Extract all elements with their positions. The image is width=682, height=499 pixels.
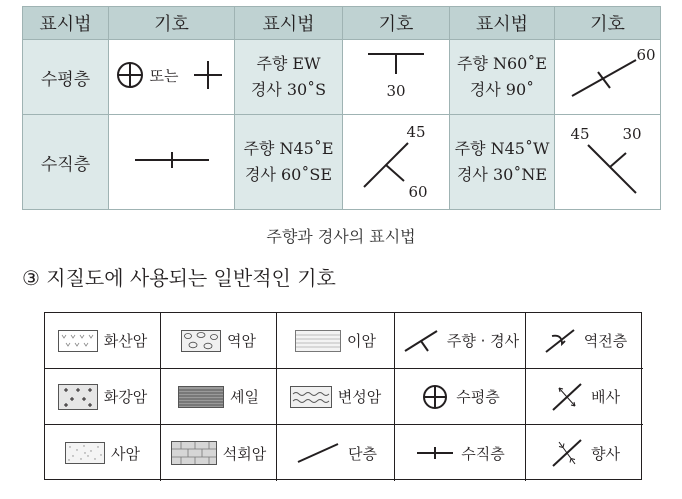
header-method-1: 표시법 [23, 7, 109, 40]
method-ew-30s [235, 40, 343, 115]
strike-value-label: 45 [569, 125, 590, 143]
section-heading: ③ 지질도에 사용되는 일반적인 기호 [22, 266, 336, 290]
strike-dip-symbol-n45e [346, 117, 446, 203]
strike-value-label: 45 [406, 123, 426, 141]
legend-label: 역암 [227, 332, 256, 350]
legend-label: 이암 [347, 332, 376, 350]
legend-item-strike-dip [395, 313, 526, 369]
legend-label: 향사 [591, 444, 620, 463]
legend-label: 석회암 [222, 444, 267, 463]
dip-value-label: 60 [408, 183, 428, 201]
legend-label: 화산암 [103, 332, 148, 350]
circle-cross-icon [118, 63, 142, 87]
method-n45w-30ne [450, 115, 555, 210]
strike-dip-icon [401, 327, 441, 355]
table-row [23, 115, 661, 210]
legend-item-horizontal-layer [395, 369, 526, 425]
header-symbol-2: 기호 [343, 7, 450, 40]
shale-pattern-icon [178, 386, 224, 408]
conglomerate-pattern-icon [181, 330, 221, 352]
volcanic-rock-pattern-icon [58, 330, 98, 352]
legend-item-fault [277, 425, 395, 481]
vertical-symbol-cell [109, 115, 235, 210]
limestone-pattern-icon [171, 441, 217, 465]
dip-value-label: 30 [621, 125, 642, 143]
dip-value-label: 30 [386, 82, 406, 100]
legend-label: 셰일 [230, 388, 259, 406]
legend-item-conglomerate [161, 313, 277, 369]
symbol-n45w-30ne-cell [555, 115, 661, 210]
symbol-n45e-60se-cell [343, 115, 450, 210]
legend-item-sandstone [45, 425, 161, 481]
legend-label: 주향 · 경사 [446, 332, 520, 350]
header-method-2: 표시법 [235, 7, 343, 40]
legend-item-volcanic [45, 313, 161, 369]
strike-dip-symbol-n45w [558, 117, 658, 203]
strike-text: 주향 EW [256, 54, 321, 73]
legend-item-shale [161, 369, 277, 425]
legend-label: 단층 [348, 444, 377, 463]
legend-label: 화강암 [103, 388, 148, 406]
overturned-bed-icon [542, 326, 578, 356]
header-symbol-3: 기호 [555, 7, 661, 40]
vertical-layer-icon [415, 443, 455, 463]
legend-item-metamorphic [277, 369, 395, 425]
strike-dip-symbol-ew [346, 42, 446, 108]
table-header-row [23, 7, 661, 40]
legend-item-syncline [526, 425, 643, 481]
legend-item-anticline [526, 369, 643, 425]
horizontal-layer-symbols [110, 55, 234, 95]
row-label-vertical: 수직층 [23, 115, 109, 210]
dip-text: 경사 30˚NE [456, 165, 548, 184]
table-row [23, 40, 661, 115]
syncline-icon [549, 436, 585, 470]
horizontal-symbols-cell [109, 40, 235, 115]
circle-cross-icon [420, 382, 450, 412]
legend-item-limestone [161, 425, 277, 481]
row-label-horizontal: 수평층 [23, 40, 109, 115]
method-n45e-60se [235, 115, 343, 210]
plus-icon [194, 61, 222, 89]
legend-item-vertical-layer [395, 425, 526, 481]
header-method-3: 표시법 [450, 7, 555, 40]
legend-label: 역전층 [583, 332, 628, 350]
legend-label: 수평층 [456, 388, 500, 406]
strike-text: 주향 N60˚E [456, 54, 548, 73]
fault-line-icon [294, 440, 342, 466]
or-text: 또는 [149, 67, 178, 85]
vertical-layer-symbol [127, 145, 217, 175]
legend-label: 수직층 [461, 444, 505, 463]
legend-label: 변성암 [337, 388, 382, 406]
legend-label: 사암 [111, 444, 140, 463]
method-n60e-90 [450, 40, 555, 115]
legend-item-mudstone [277, 313, 395, 369]
granite-pattern-icon [58, 384, 98, 410]
header-symbol-1: 기호 [109, 7, 235, 40]
dip-text: 경사 60˚SE [245, 165, 332, 184]
dip-value-label: 60 [635, 46, 656, 64]
sandstone-pattern-icon [65, 442, 105, 464]
symbol-ew-30s-cell [343, 40, 450, 115]
metamorphic-pattern-icon [290, 386, 332, 408]
legend-item-overturned [526, 313, 643, 369]
strike-text: 주향 N45˚E [243, 139, 334, 158]
mudstone-pattern-icon [295, 330, 341, 352]
geologic-symbol-legend [44, 312, 642, 480]
dip-text: 경사 30˚S [250, 80, 327, 99]
symbol-n60e-90-cell [555, 40, 661, 115]
legend-label: 배사 [591, 388, 620, 406]
dip-text: 경사 90˚ [469, 80, 535, 99]
strike-text: 주향 N45˚W [454, 139, 550, 158]
legend-item-granite [45, 369, 161, 425]
table-caption: 주향과 경사의 표시법 [266, 227, 416, 246]
anticline-icon [549, 380, 585, 414]
vertical-dip-symbol-n60e [558, 42, 658, 108]
strike-dip-table [22, 6, 661, 210]
